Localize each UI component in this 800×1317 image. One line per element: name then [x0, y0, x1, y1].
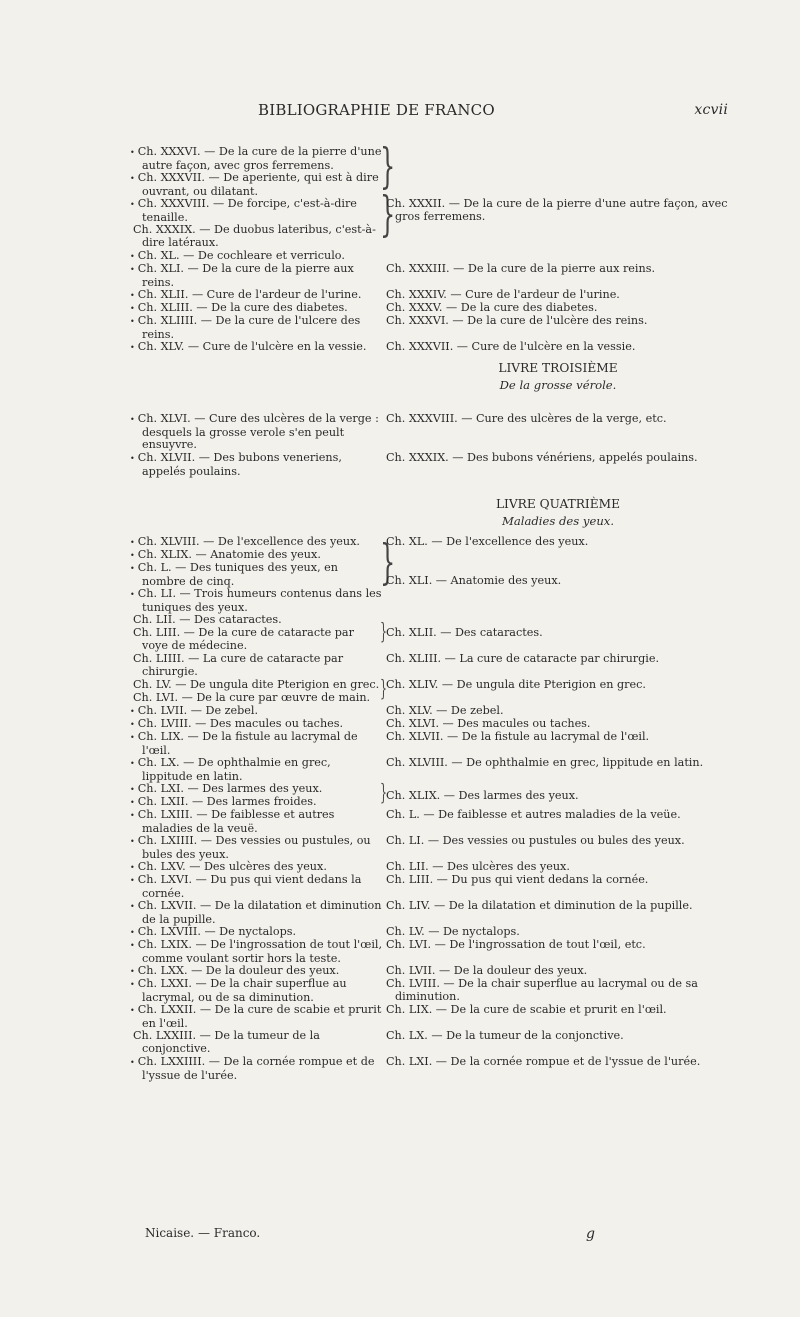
left-entry-1: • Ch. XXXVII. — De aperiente, qui est à dire ouvrant, ou dilatant.: [133, 172, 383, 198]
left-entry-22: • Ch. LVIII. — Des macules ou taches.: [133, 718, 383, 732]
left-entry-25: • Ch. LXI. — Des larmes des yeux.: [133, 783, 383, 797]
left-entry-33: • Ch. LXIX. — De l'ingrossation de tout l'œil, comme voulant sortir hors la teste.: [133, 939, 383, 965]
left-entry-30: • Ch. LXVI. — Du pus qui vient dedans la cornée.: [133, 874, 383, 900]
right-entry-4: Ch. XXXVI. — De la cure de l'ulcère des reins.: [386, 314, 648, 327]
left-entry-38: • Ch. LXXIIII. — De la cornée rompue et de l'yssue de l'urée.: [133, 1056, 383, 1082]
brace-icon: }: [380, 186, 396, 242]
left-entry-14: • Ch. L. — Des tuniques des yeux, en nombre de cinq.: [133, 562, 383, 588]
brace-icon: }: [380, 138, 396, 194]
right-entry-9: Ch. XLI. — Anatomie des yeux.: [386, 574, 562, 587]
right-entry-25: Ch. LVII. — De la douleur des yeux.: [386, 964, 588, 977]
left-entry-29: • Ch. LXV. — Des ulcères des yeux.: [133, 861, 383, 875]
left-entry-3: Ch. XXXIX. — De duobus lateribus, c'est-à-dire latéraux.: [133, 223, 376, 249]
livre3-title: LIVRE TROISIÈME: [498, 361, 618, 375]
left-entry-11: • Ch. XLVII. — Des bubons veneriens, appelés poulains.: [133, 452, 383, 478]
page-header: [258, 101, 728, 121]
right-entry-14: Ch. XLVI. — Des macules ou taches.: [386, 717, 591, 730]
left-entry-4: • Ch. XL. — De cochleare et verriculo.: [133, 250, 383, 264]
left-entry-0: • Ch. XXXVI. — De la cure de la pierre d'une autre façon, avec gros ferremens.: [133, 146, 383, 172]
left-entry-31: • Ch. LXVII. — De la dilatation et diminution de la pupille.: [133, 900, 383, 926]
left-entry-17: Ch. LIII. — De la cure de cataracte par voye de médecine.: [133, 626, 354, 652]
left-entry-13: • Ch. XLIX. — Anatomie des yeux.: [133, 549, 383, 563]
left-entry-9: • Ch. XLV. — Cure de l'ulcère en la vessie.: [133, 341, 383, 355]
brace-icon: }: [380, 534, 396, 590]
right-entry-5: Ch. XXXVII. — Cure de l'ulcère en la vessie.: [386, 340, 636, 353]
left-entry-32: • Ch. LXVIII. — De nyctalops.: [133, 926, 383, 940]
left-entry-18: Ch. LIIII. — La cure de cataracte par chirurgie.: [133, 652, 344, 678]
right-entry-16: Ch. XLVIII. — De ophthalmie en grec, lippitude en latin.: [386, 756, 704, 769]
left-entry-10: • Ch. XLVI. — Cure des ulcères de la verge : desquels la grosse verole s'en peult ensuyvre.: [133, 413, 383, 452]
right-entry-28: Ch. LX. — De la tumeur de la conjonctive.: [386, 1029, 624, 1042]
running-title: BIBLIOGRAPHIE DE FRANCO: [258, 101, 495, 119]
right-entry-29: Ch. LXI. — De la cornée rompue et de l'yssue de l'urée.: [386, 1055, 701, 1068]
left-entry-7: • Ch. XLIII. — De la cure des diabetes.: [133, 302, 383, 316]
left-entry-19: Ch. LV. — De ungula dite Pterigion en grec.: [133, 678, 380, 691]
right-entry-20: Ch. LII. — Des ulcères des yeux.: [386, 860, 570, 873]
right-entry-22: Ch. LIV. — De la dilatation et diminution de la pupille.: [386, 899, 693, 912]
right-entry-23: Ch. LV. — De nyctalops.: [386, 925, 520, 938]
brace-icon: }: [380, 677, 387, 702]
signature-mark: g: [586, 1226, 595, 1242]
left-entry-27: • Ch. LXIII. — De faiblesse et autres maladies de la veuë.: [133, 809, 383, 835]
left-entry-21: • Ch. LVII. — De zebel.: [133, 705, 383, 719]
right-entry-27: Ch. LIX. — De la cure de scabie et prurit en l'œil.: [386, 1003, 667, 1016]
right-entry-26: Ch. LVIII. — De la chair superflue au lacrymal ou de sa diminution.: [386, 977, 698, 1003]
page-number: xcvii: [694, 102, 728, 118]
left-entry-26: • Ch. LXII. — Des larmes froides.: [133, 796, 383, 810]
left-entry-23: • Ch. LIX. — De la fistule au lacrymal de l'œil.: [133, 731, 383, 757]
right-entry-2: Ch. XXXIV. — Cure de l'ardeur de l'urine.: [386, 288, 620, 301]
left-entry-2: • Ch. XXXVIII. — De forcipe, c'est-à-dire tenaille.: [133, 198, 383, 224]
right-entry-15: Ch. XLVII. — De la fistule au lacrymal de l'œil.: [386, 730, 650, 743]
livre4-subtitle: Maladies des yeux.: [501, 514, 615, 528]
right-entry-21: Ch. LIII. — Du pus qui vient dedans la cornée.: [386, 873, 649, 886]
left-entry-8: • Ch. XLIIII. — De la cure de l'ulcere des reins.: [133, 315, 383, 341]
left-entry-24: • Ch. LX. — De ophthalmie en grec, lippitude en latin.: [133, 757, 383, 783]
right-entry-11: Ch. XLIII. — La cure de cataracte par chirurgie.: [386, 652, 660, 665]
right-entry-0: Ch. XXXII. — De la cure de la pierre d'une autre façon, avec gros ferremens.: [386, 197, 728, 223]
footer-author: Nicaise. — Franco.: [145, 1226, 261, 1240]
right-entry-7: Ch. XXXIX. — Des bubons vénériens, appelés poulains.: [386, 451, 698, 464]
left-entry-12: • Ch. XLVIII. — De l'excellence des yeux.: [133, 536, 383, 550]
right-entry-12: Ch. XLIV. — De ungula dite Pterigion en grec.: [386, 678, 646, 691]
livre4-title: LIVRE QUATRIÈME: [495, 497, 621, 511]
left-entry-15: • Ch. LI. — Trois humeurs contenus dans les tuniques des yeux.: [133, 588, 383, 614]
left-entry-5: • Ch. XLI. — De la cure de la pierre aux reins.: [133, 263, 383, 289]
right-entry-19: Ch. LI. — Des vessies ou pustules ou bules des yeux.: [386, 834, 685, 847]
livre3-subtitle: De la grosse vérole.: [499, 378, 617, 392]
right-entry-8: Ch. XL. — De l'excellence des yeux.: [386, 535, 589, 548]
left-entry-35: • Ch. LXXI. — De la chair superflue au lacrymal, ou de sa diminution.: [133, 978, 383, 1004]
brace-icon: }: [380, 781, 387, 806]
left-entry-34: • Ch. LXX. — De la douleur des yeux.: [133, 965, 383, 979]
right-entry-24: Ch. LVI. — De l'ingrossation de tout l'œil, etc.: [386, 938, 646, 951]
left-entry-20: Ch. LVI. — De la cure par œuvre de main.: [133, 691, 371, 704]
right-entry-17: Ch. XLIX. — Des larmes des yeux.: [386, 789, 579, 802]
right-entry-10: Ch. XLII. — Des cataractes.: [386, 626, 543, 639]
right-entry-6: Ch. XXXVIII. — Cure des ulcères de la verge, etc.: [386, 412, 667, 425]
left-entry-37: Ch. LXXIII. — De la tumeur de la conjonctive.: [133, 1029, 320, 1055]
left-entry-36: • Ch. LXXII. — De la cure de scabie et prurit en l'œil.: [133, 1004, 383, 1030]
right-entry-3: Ch. XXXV. — De la cure des diabetes.: [386, 301, 598, 314]
right-entry-18: Ch. L. — De faiblesse et autres maladies de la veüe.: [386, 808, 681, 821]
right-entry-1: Ch. XXXIII. — De la cure de la pierre aux reins.: [386, 262, 655, 275]
right-entry-13: Ch. XLV. — De zebel.: [386, 704, 504, 717]
brace-icon: }: [380, 620, 387, 645]
left-entry-6: • Ch. XLII. — Cure de l'ardeur de l'urine.: [133, 289, 383, 303]
left-entry-16: Ch. LII. — Des cataractes.: [133, 613, 282, 626]
left-entry-28: • Ch. LXIIII. — Des vessies ou pustules, ou bules des yeux.: [133, 835, 383, 861]
